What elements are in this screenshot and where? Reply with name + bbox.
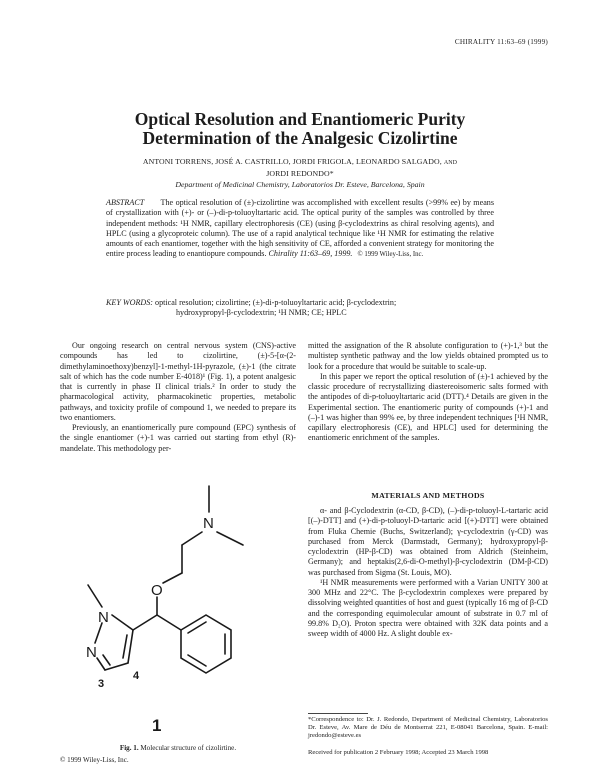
abstract-label: ABSTRACT bbox=[106, 198, 145, 207]
right-column bbox=[308, 341, 548, 444]
figure-caption-text: Molecular structure of cizolirtine. bbox=[140, 744, 237, 752]
pyrazole-n2-c3-double bbox=[103, 655, 110, 665]
title-line-1: Optical Resolution and Enantiomeric Purity bbox=[134, 109, 466, 129]
pyrazole-c4-c5-double bbox=[123, 635, 127, 658]
correspondence-footnote: *Correspondence to: Dr. J. Redondo, Department of Medicinal Chemistry, Laboratorios Dr. Esteve, Av. Mare de Déu de Montserrat 221, E-08041 Barcelona, Spain. E-mail: jredondo@esteve.es bbox=[308, 716, 548, 739]
methods-paragraph-2: ¹H NMR measurements were performed with a Varian UNITY 300 at 300 MHz and 22°C. The β-cyclodextrin complexes were prepared by dissolving weighted quantities of host and guest (typically 16 mg of β-CD and the corresponding equimolecular amount of substrate in 0.7 ml of 99.8% D₂O). Proton spectra were obtained with 32K data points and a sweep width of 4000 Hz. A slight double ex- bbox=[308, 577, 548, 638]
phenyl-ring bbox=[181, 615, 231, 673]
atom-n-1: N bbox=[98, 609, 109, 626]
bond-n1-methyl bbox=[88, 585, 102, 607]
abstract-citation: Chirality 11:63–69, 1999. bbox=[268, 249, 353, 259]
keywords-label: KEY WORDS: bbox=[106, 298, 153, 307]
pyrazole-n1-n2 bbox=[95, 623, 102, 643]
atom-o-ether: O bbox=[151, 582, 163, 599]
intro-paragraph-3: mitted the assignation of the R absolute configuration to (+)-1,³ but the multistep synthetic pathway and the low yields obtained prompted us to look for a procedure that would be suitable to scale-up. bbox=[308, 341, 548, 371]
abstract-text: The optical resolution of (±)-cizolirtine was accomplished with excellent results (>99% ee) by means of crystallization with (+)- or (–)-di-p-toluoyltartaric acid. The optical purity of the samples was controlled by three independent methods: ¹H NMR, capillary electrophoresis (CE) (using β-cyclodextrins as chiral resolving agents), and HPLC (using a glycoproteic column). The use of a rapid analytical technique like ¹H NMR for estimating the relative amounts of each enantiomer, together with the high sensitivity of CE, afforded a convenient strategy for monitoring the entire process leading to enantiopure compounds. bbox=[106, 198, 494, 259]
intro-paragraph-2: Previously, an enantiomerically pure compound (EPC) synthesis of the single enantiomer (+)-1 was carried out starting from ethyl (R)-mandelate. This methodology per- bbox=[60, 423, 296, 453]
section-heading: MATERIALS AND METHODS bbox=[371, 491, 485, 500]
ring-position-4: 4 bbox=[133, 670, 140, 682]
copyright-footer: © 1999 Wiley-Liss, Inc. bbox=[60, 756, 129, 764]
authors-and: AND bbox=[443, 160, 458, 166]
author-list bbox=[112, 157, 488, 178]
bond-ch-phenyl bbox=[157, 615, 181, 630]
pyrazole-n2-c3 bbox=[97, 658, 105, 670]
bond-n-ch2 bbox=[182, 532, 202, 545]
intro-paragraph-4: In this paper we report the optical resolution of (±)-1 achieved by the classic procedure of recrystallizing diastereoisomeric salts formed with the antipodes of di-p-toluoyltartaric acid (DTT).⁴ Details are given in the Experimental section. The enantiomeric purity of compounds (+)-1 and (–)-1 was higher than 99% ee, by three independent techniques [¹H NMR, capillary electrophoresis (CE), and HPLC] used for determining the enantiomeric enrichment of the samples. bbox=[308, 371, 548, 443]
pyrazole-c5-n1 bbox=[112, 615, 133, 630]
methods-column bbox=[308, 506, 548, 639]
footnote-divider bbox=[308, 713, 368, 714]
left-column bbox=[60, 341, 296, 454]
authors-line-1: ANTONI TORRENS, JOSÉ A. CASTRILLO, JORDI FRIGOLA, LEONARDO SALGADO, bbox=[142, 157, 442, 166]
atom-n-amine: N bbox=[203, 515, 214, 532]
pyrazole-c4-c5 bbox=[128, 630, 133, 663]
paper-title bbox=[0, 110, 600, 148]
title-line-2: Determination of the Analgesic Cizolirtine bbox=[142, 128, 458, 148]
bond-ch-pyrazole bbox=[133, 615, 157, 630]
keywords bbox=[106, 298, 494, 319]
journal-header: CHIRALITY 11:63–69 (1999) bbox=[454, 38, 548, 46]
ring-position-3: 3 bbox=[98, 678, 105, 690]
abstract-copyright: © 1999 Wiley-Liss, Inc. bbox=[357, 251, 424, 259]
atom-n-2: N bbox=[86, 644, 97, 661]
keywords-line-2: hydroxypropyl-β-cyclodextrin; ¹H NMR; CE; HPLC bbox=[176, 308, 347, 318]
bond-ch2-o bbox=[163, 573, 182, 583]
compound-number: 1 bbox=[152, 716, 162, 735]
received-dates: Received for publication 2 February 1998; Accepted 23 March 1998 bbox=[308, 749, 489, 756]
keywords-line-1: optical resolution; cizolirtine; (±)-di-p-toluoyltartaric acid; β-cyclodextrin; bbox=[155, 298, 397, 307]
abstract bbox=[106, 198, 494, 261]
cizolirtine-structure bbox=[60, 465, 296, 743]
intro-paragraph-1: Our ongoing research on central nervous system (CNS)-active compounds has led to cizolirtine, (±)-5-[α-(2-dimethylaminoethoxy)benzyl]-1-methyl-1H-pyrazole, (±)-1 (the citrate salt of which has the code number E-4018)¹ (Fig. 1), a potent analgesic that is currently in phase II clinical trials.² In order to study the pharmacological activity, pharmacokinetic properties, metabolic pathways, and toxicity profile of compound 1, we needed to prepare its two enantiomers. bbox=[60, 341, 296, 422]
figure-caption bbox=[60, 744, 296, 752]
authors-line-2: JORDI REDONDO* bbox=[266, 168, 334, 178]
affiliation: Department of Medicinal Chemistry, Laboratorios Dr. Esteve, Barcelona, Spain bbox=[175, 180, 425, 189]
bond-nme-right bbox=[217, 532, 243, 545]
figure-caption-label: Fig. 1. bbox=[119, 744, 139, 752]
methods-paragraph-1: α- and β-Cyclodextrin (α-CD, β-CD), (–)-di-p-toluoyl-L-tartaric acid [(–)-DTT] and (+)-di-p-toluoyl-D-tartaric acid [(+)-DTT] were obtained from Fluka Chemie (Buchs, Switzerland); γ-cyclodextrin (γ-CD) was purchased from Merck (Darmstadt, Germany); hydroxypropyl-β-cyclodextrin (HP-β-CD) was obtained from Aldrich (Steinheim, Germany); and heptakis(2,6-di-O-methyl)-β-cyclodextrin (DM-β-CD) was purchased from Sigma (St. Louis, MO). bbox=[308, 506, 548, 577]
